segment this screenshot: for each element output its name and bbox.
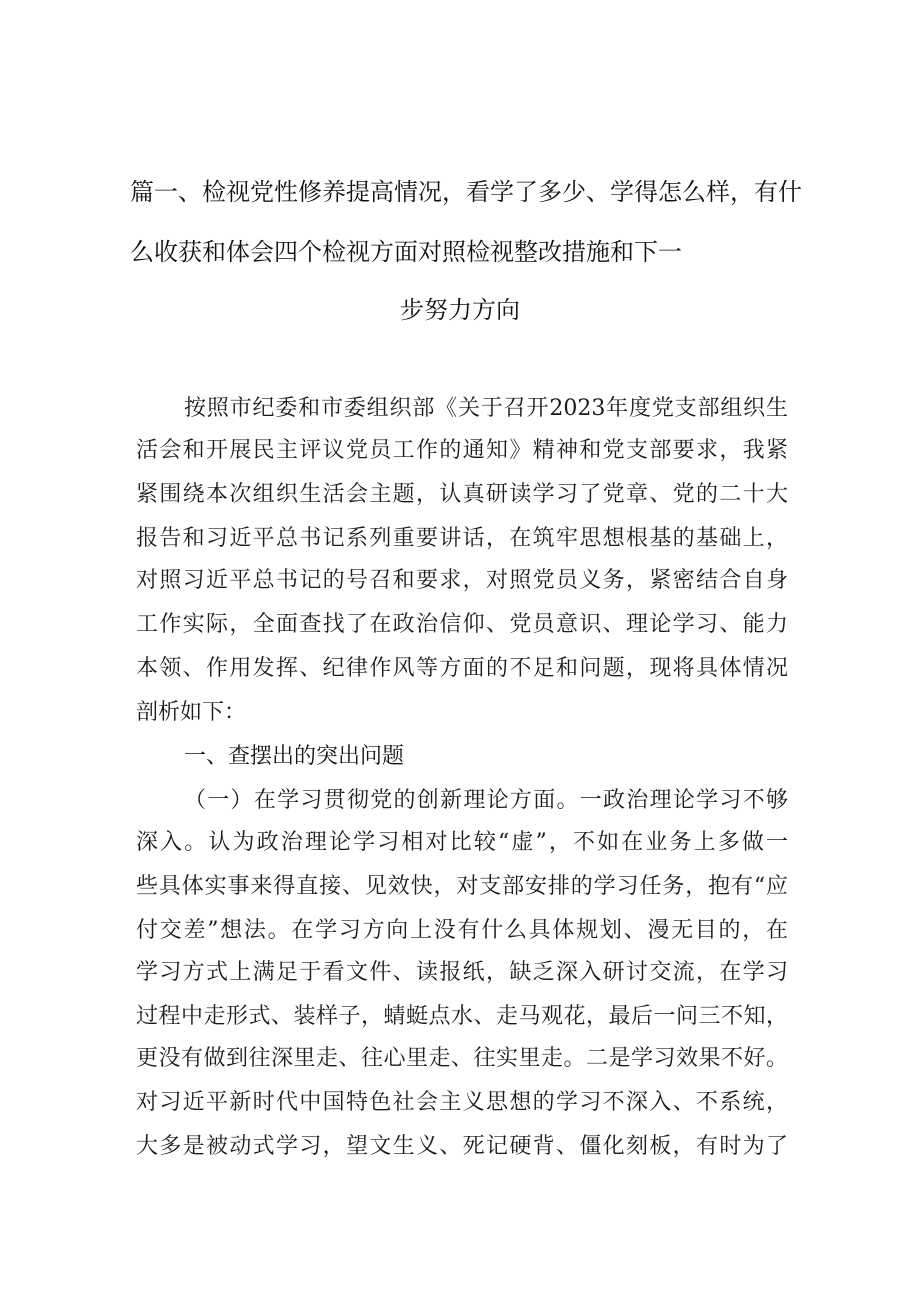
intro-paragraph-line: 紧围绕本次组织生活会主题，认真研读学习了党章、党的二十大 bbox=[136, 482, 788, 507]
section-paragraph-line: 过程中走形式、装样子，蜻蜓点水、走马观花，最后一问三不知， bbox=[136, 1004, 788, 1029]
section-paragraph-line: 付交差”想法。在学习方向上没有什么具体规划、漫无目的，在 bbox=[136, 918, 788, 943]
section-paragraph-line: （一）在学习贯彻党的创新理论方面。一政治理论学习不够 bbox=[184, 788, 788, 813]
section-paragraph-line: 对习近平新时代中国特色社会主义思想的学习不深入、不系统， bbox=[136, 1090, 788, 1115]
intro-paragraph-line: 按照市纪委和市委组织部《关于召开2023年度党支部组织生 bbox=[184, 396, 788, 421]
intro-paragraph-line: 对照习近平总书记的号召和要求，对照党员义务，紧密结合自身 bbox=[136, 568, 788, 593]
intro-paragraph-line: 工作实际，全面查找了在政治信仰、党员意识、理论学习、能力 bbox=[136, 612, 788, 637]
document-title-line-1: 篇一、检视党性修养提高情况，看学了多少、学得怎么样，有什 bbox=[130, 178, 802, 206]
document-title-line-3: 步努力方向 bbox=[400, 296, 520, 324]
section-paragraph-line: 些具体实事来得直接、见效快，对支部安排的学习任务，抱有“应 bbox=[136, 874, 788, 899]
section-paragraph-line: 大多是被动式学习，望文生义、死记硬背、僵化刻板，有时为了 bbox=[136, 1134, 788, 1159]
intro-paragraph-line: 活会和开展民主评议党员工作的通知》精神和党支部要求，我紧 bbox=[136, 438, 788, 463]
section-heading: 一、查摆出的突出问题 bbox=[184, 744, 405, 769]
intro-paragraph-line: 本领、作用发挥、纪律作风等方面的不足和问题，现将具体情况 bbox=[136, 656, 788, 681]
intro-paragraph-line: 报告和习近平总书记系列重要讲话，在筑牢思想根基的基础上， bbox=[136, 526, 788, 551]
section-paragraph-line: 深入。认为政治理论学习相对比较“虚”，不如在业务上多做一 bbox=[136, 830, 788, 855]
section-paragraph-line: 学习方式上满足于看文件、读报纸，缺乏深入研讨交流，在学习 bbox=[136, 960, 788, 985]
document-title-line-2: 么收获和体会四个检视方面对照检视整改措施和下一 bbox=[130, 238, 682, 266]
section-paragraph-line: 更没有做到往深里走、往心里走、往实里走。二是学习效果不好。 bbox=[136, 1046, 788, 1071]
intro-paragraph-line: 剖析如下： bbox=[136, 700, 247, 725]
